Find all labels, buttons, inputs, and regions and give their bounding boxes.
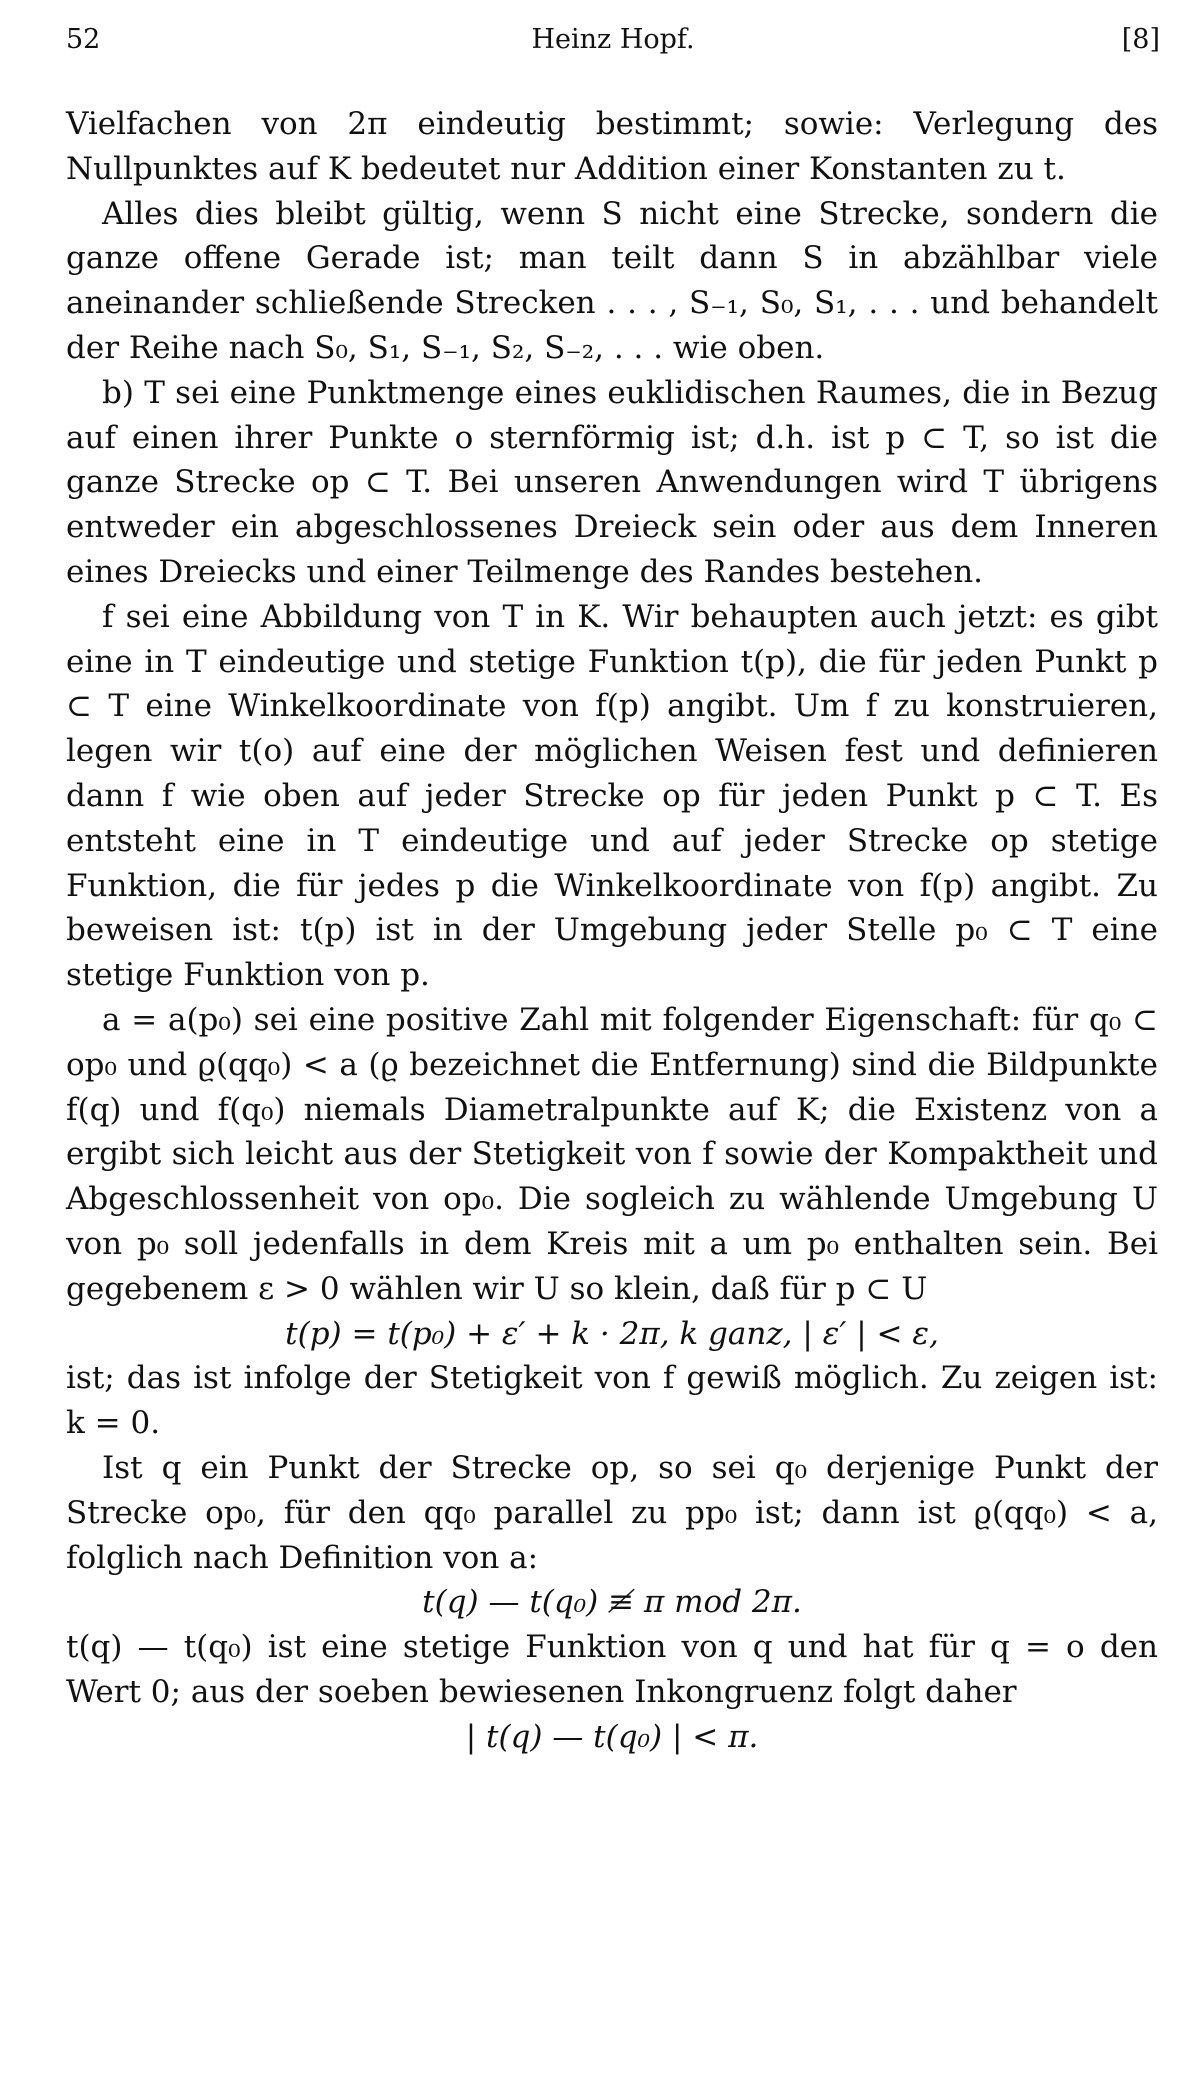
paragraph: a = a(p₀) sei eine positive Zahl mit folgender Eigenschaft: für q₀ ⊂ op₀ und ϱ(qq₀) < a (ϱ bezeichnet die Entfernung) sind die Bildpunkte f(q) und f(q₀) niemals Diametralpunkte auf K; die Existenz von a ergibt sich leicht aus der Stetigkeit von f sowie der Kompaktheit und Abgeschlossenheit von op₀. Die sogleich zu wählende Umgebung U von p₀ soll jedenfalls in dem Kreis mit a um p₀ enthalten sein. Bei gegebenem ε > 0 wählen wir U so klein, daß für p ⊂ U [66, 1001, 1158, 1307]
paragraph: b) T sei eine Punktmenge eines euklidischen Raumes, die in Bezug auf einen ihrer Punkte o sternförmig ist; d.h. ist p ⊂ T, so ist die ganze Strecke op ⊂ T. Bei unseren Anwendungen wird T übrigens entweder ein abgeschlossenes Dreieck sein oder aus dem Inneren eines Dreiecks und einer Teilmenge des Randes bestehen. [66, 374, 1158, 590]
running-head: Heinz Hopf. [531, 24, 695, 55]
paragraph: Ist q ein Punkt der Strecke op, so sei q₀ derjenige Punkt der Strecke op₀, für den qq₀ parallel zu pp₀ ist; dann ist ϱ(qq₀) < a, folglich nach Definition von a: [66, 1449, 1158, 1576]
paragraph: f sei eine Abbildung von T in K. Wir behaupten auch jetzt: es gibt eine in T eindeutige und stetige Funktion t(p), die für jeden Punkt p ⊂ T eine Winkelkoordinate von f(p) angibt. Um f zu konstruieren, legen wir t(o) auf eine der möglichen Weisen fest und definieren dann f wie oben auf jeder Strecke op für jeden Punkt p ⊂ T. Es entsteht eine in T eindeutige und auf jeder Strecke op stetige Funktion, die für jedes p die Winkelkoordinate von f(p) angibt. Zu beweisen ist: t(p) ist in der Umgebung jeder Stelle p₀ ⊂ T eine stetige Funktion von p. [66, 598, 1158, 994]
paragraph: Alles dies bleibt gültig, wenn S nicht eine Strecke, sondern die ganze offene Gerade ist; man teilt dann S in abzählbar viele aneinander schließende Strecken . . . , S₋₁, S₀, S₁, . . . und behandelt der Reihe nach S₀, S₁, S₋₁, S₂, S₋₂, . . . wie oben. [66, 195, 1158, 366]
equation: | t(q) — t(q₀) | < π. [465, 1718, 759, 1755]
page-header [66, 24, 1160, 64]
paragraph: ist; das ist infolge der Stetigkeit von f gewiß möglich. Zu zeigen ist: k = 0. [66, 1360, 1158, 1442]
paragraph: t(q) — t(q₀) ist eine stetige Funktion von q und hat für q = o den Wert 0; aus der soeben bewiesenen Inkongruenz folgt daher [66, 1629, 1158, 1710]
equation: t(p) = t(p₀) + ε′ + k · 2π, k ganz, | ε′ | < ε, [285, 1315, 939, 1352]
page-number: 52 [66, 24, 101, 55]
equation: t(q) — t(q₀) ≢ π mod 2π. [422, 1584, 802, 1621]
paragraph: Vielfachen von 2π eindeutig bestimmt; sowie: Verlegung des Nullpunktes auf K bedeutet nur Addition einer Konstanten zu t. [66, 106, 1158, 187]
body-text [66, 102, 1158, 1759]
section-mark: [8] [1121, 24, 1160, 55]
